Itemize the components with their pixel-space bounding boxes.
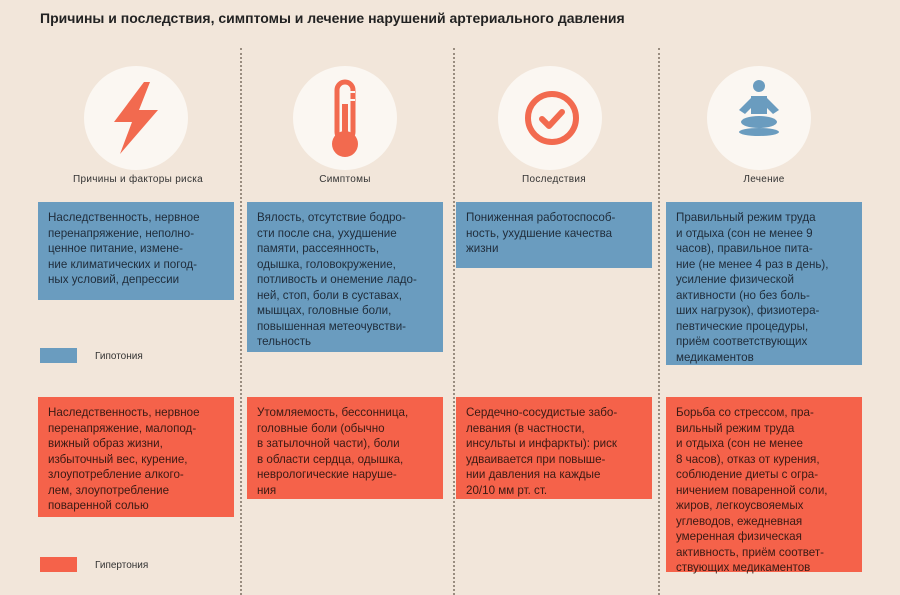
column-label-consequences: Последствия [522, 174, 586, 185]
legend-label-hypertension: Гипертония [95, 560, 149, 571]
hypotension-consequences-box: Пониженная работоспособ- ность, ухудшение качества жизни [456, 202, 652, 268]
page-title: Причины и последствия, симптомы и лечение нарушений артериального давления [40, 10, 625, 26]
column-divider [240, 48, 242, 595]
lightning-icon [84, 66, 188, 170]
hypertension-consequences-box: Сердечно-сосудистые забо- левания (в частности, инсульты и инфаркты): риск удваивается при повыше- нии давления на каждые 20/10 мм рт. ст. [456, 397, 652, 499]
legend-label-hypotension: Гипотония [95, 351, 143, 362]
column-divider [658, 48, 660, 595]
clock-icon [498, 66, 602, 170]
thermometer-icon [293, 66, 397, 170]
legend-swatch-hypotension [40, 348, 77, 363]
hypertension-causes-box: Наследственность, нервное перенапряжение, малопод- вижный образ жизни, избыточный вес, курение, злоупотребление алкого- лем, злоупотребление поваренной солью [38, 397, 234, 517]
legend-swatch-hypertension [40, 557, 77, 572]
column-label-causes: Причины и факторы риска [72, 174, 204, 185]
hypotension-causes-box: Наследственность, нервное перенапряжение, неполно- ценное питание, измене- ние климатических и погод- ных условий, депрессии [38, 202, 234, 300]
hypertension-treatment-box: Борьба со стрессом, пра- вильный режим труда и отдыха (сон не менее 8 часов), отказ от курения, соблюдение диеты с огра- ничением поваренной соли, жиров, легкоусвояемых углеводов, ежедневная умеренная физическая активность, приём соответ- ствующих медикаментов [666, 397, 862, 572]
meditation-icon [707, 66, 811, 170]
hypertension-symptoms-box: Утомляемость, бессонница, головные боли (обычно в затылочной части), боли в области сердца, одышка, неврологические наруше- ния [247, 397, 443, 499]
column-divider [453, 48, 455, 595]
column-label-symptoms: Симптомы [319, 174, 371, 185]
hypotension-symptoms-box: Вялость, отсутствие бодро- сти после сна, ухудшение памяти, рассеянность, одышка, головокружение, потливость и онемение ладо- ней, стоп, боли в суставах, мышцах, головные боли, повышенная метеочувстви- тельность [247, 202, 443, 352]
hypotension-treatment-box: Правильный режим труда и отдыха (сон не менее 9 часов), правильное пита- ние (не менее 4 раз в день), усиление физической активности (но без боль- ших нагрузок), физиотера- певтические процедуры, приём соответствующих медикаментов [666, 202, 862, 365]
column-label-treatment: Лечение [743, 174, 785, 185]
